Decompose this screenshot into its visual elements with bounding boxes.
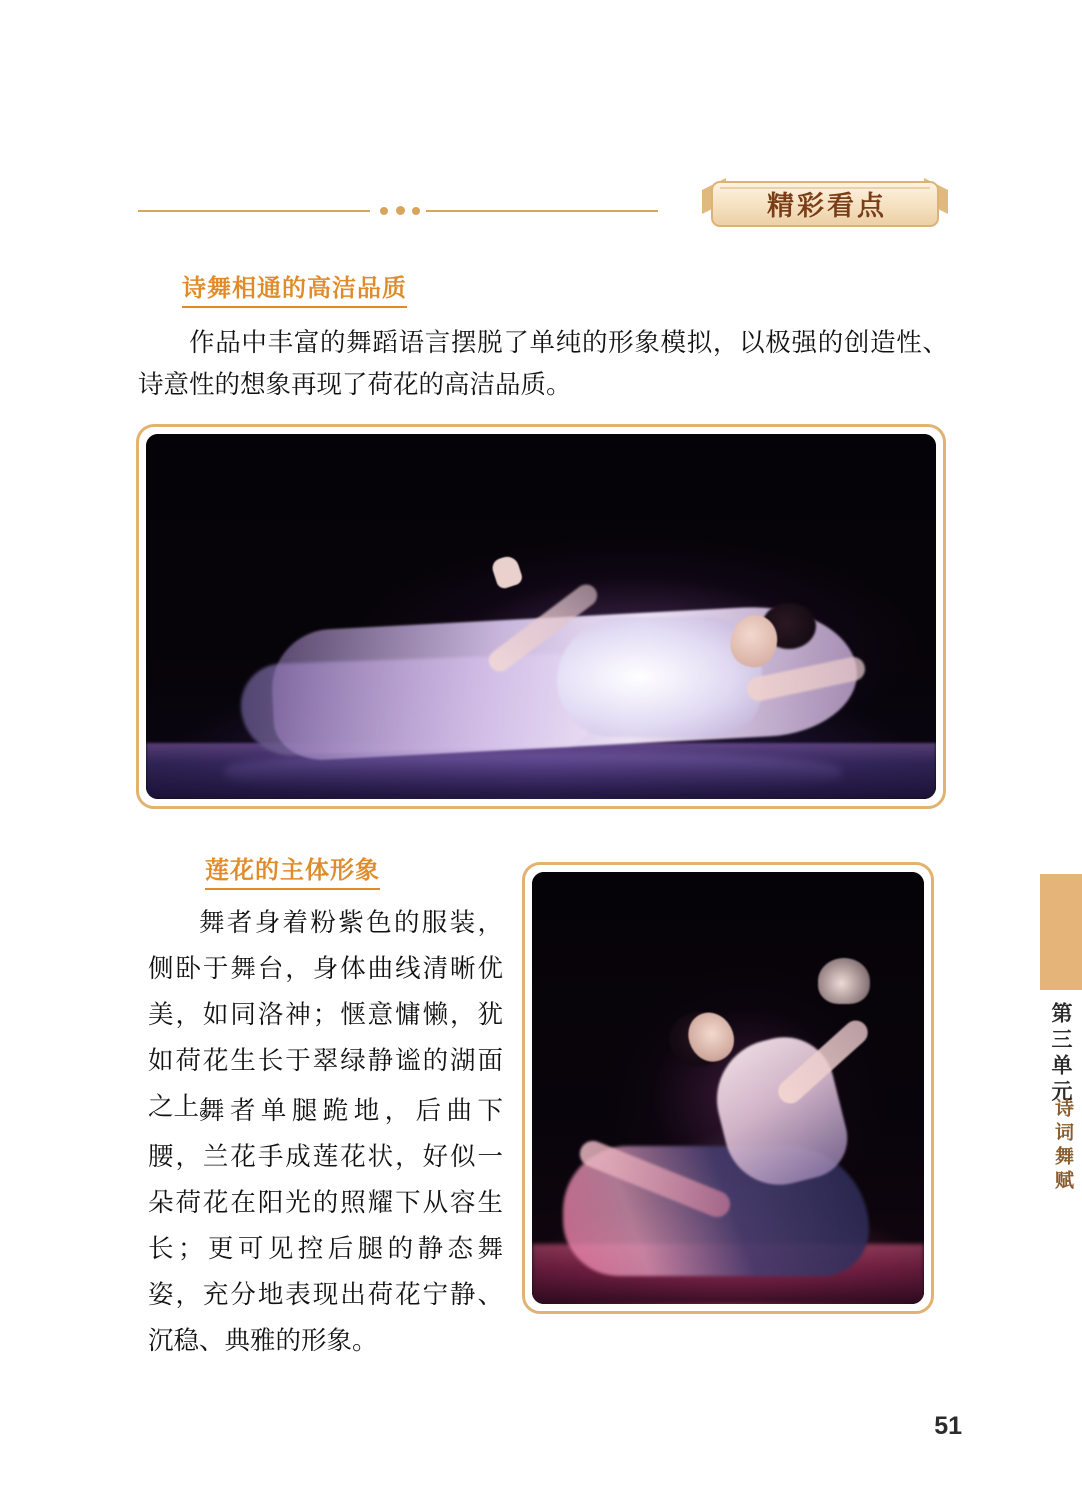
side-tab-topic-label: 诗词舞赋 bbox=[1052, 1098, 1073, 1194]
page-header bbox=[0, 160, 1082, 240]
section-heading-1: 诗舞相通的高洁品质 bbox=[182, 276, 407, 308]
side-tab-unit-label: 第三单元 bbox=[1049, 1002, 1073, 1106]
section-2-paragraph-1: 舞者身着粉紫色的服装，侧卧于舞台，身体曲线清晰优美，如同洛神；惬意慵懒，犹如荷花生长于翠绿静谧的湖面之上。 bbox=[148, 908, 503, 1121]
ribbon-label: 精彩看点 bbox=[767, 190, 887, 221]
section-heading-2: 莲花的主体形象 bbox=[205, 858, 380, 890]
dotted-divider-icon bbox=[138, 204, 658, 218]
section-2-paragraph-2: 舞者单腿跪地，后曲下腰，兰花手成莲花状，好似一朵荷花在阳光的照耀下从容生长；更可见控后腿的静态舞姿，充分地表现出荷花宁静、沉稳、典雅的形象。 bbox=[148, 1096, 503, 1355]
section-1-paragraph-1: 作品中丰富的舞蹈语言摆脱了单纯的形象模拟，以极强的创造性、诗意性的想象再现了荷花的高洁品质。 bbox=[138, 328, 948, 399]
unit-side-tab bbox=[1040, 874, 1082, 990]
kneeling-dancer-photo bbox=[522, 862, 934, 1314]
ribbon-banner bbox=[700, 168, 950, 238]
reclining-dancer-photo bbox=[136, 424, 946, 809]
page-number: 51 bbox=[934, 1412, 962, 1440]
